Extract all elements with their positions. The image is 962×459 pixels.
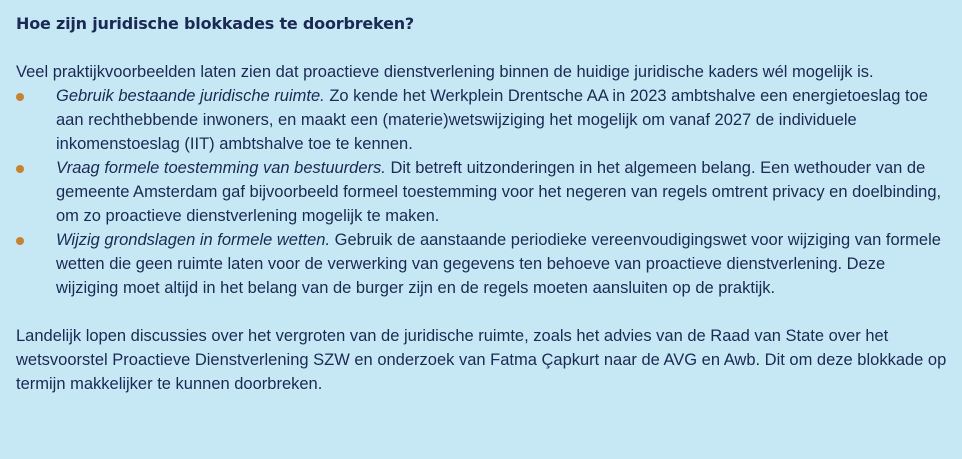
bullet-item <box>16 156 946 228</box>
closing-paragraph: Landelijk lopen discussies over het vergroten van de juridische ruimte, zoals het advies van de Raad van State over het wetsvoorstel Proactieve Dienstverlening SZW en onderzoek van Fatma Çapkurt naar de AVG en Awb. Dit om deze blokkade op termijn makkelijker te kunnen doorbreken. <box>16 327 947 393</box>
bullet-item <box>16 84 946 156</box>
bullet-text: Gebruik de aanstaande periodieke vereenvoudigingswet voor wijziging van formele wetten die geen ruimte laten voor de verwerking van gegevens ten behoeve van proactieve dienstverlening. Deze wijziging moet altijd in het belang van de burger zijn en de regels moeten aansluiten op de praktijk. <box>56 231 941 297</box>
bullet-lead: Gebruik bestaande juridische ruimte. <box>56 87 325 105</box>
intro-paragraph: Veel praktijkvoorbeelden laten zien dat proactieve dienstverlening binnen de huidige juridische kaders wél mogelijk is. <box>16 63 874 81</box>
bullet-item <box>16 228 946 300</box>
box-heading: Hoe zijn juridische blokkades te doorbreken? <box>16 14 414 33</box>
bullet-list <box>16 84 946 300</box>
bullet-text: Zo kende het Werkplein Drentsche AA in 2023 ambtshalve een energietoeslag toe aan rechthebbende inwoners, en maakt een (materie)wetswijziging het mogelijk om vanaf 2027 de individuele inkomenstoeslag (IIT) ambtshalve toe te kennen. <box>56 87 928 153</box>
bullet-lead: Vraag formele toestemming van bestuurders. <box>56 159 386 177</box>
bullet-dot-icon <box>16 165 24 173</box>
bullet-dot-icon <box>16 93 24 101</box>
bullet-lead: Wijzig grondslagen in formele wetten. <box>56 231 331 249</box>
bullet-dot-icon <box>16 237 24 245</box>
bullet-text: Dit betreft uitzonderingen in het algemeen belang. Een wethouder van de gemeente Amsterdam gaf bijvoorbeeld formeel toestemming voor het negeren van regels omtrent privacy en doelbinding, om zo proactieve dienstverlening mogelijk te maken. <box>56 159 942 225</box>
